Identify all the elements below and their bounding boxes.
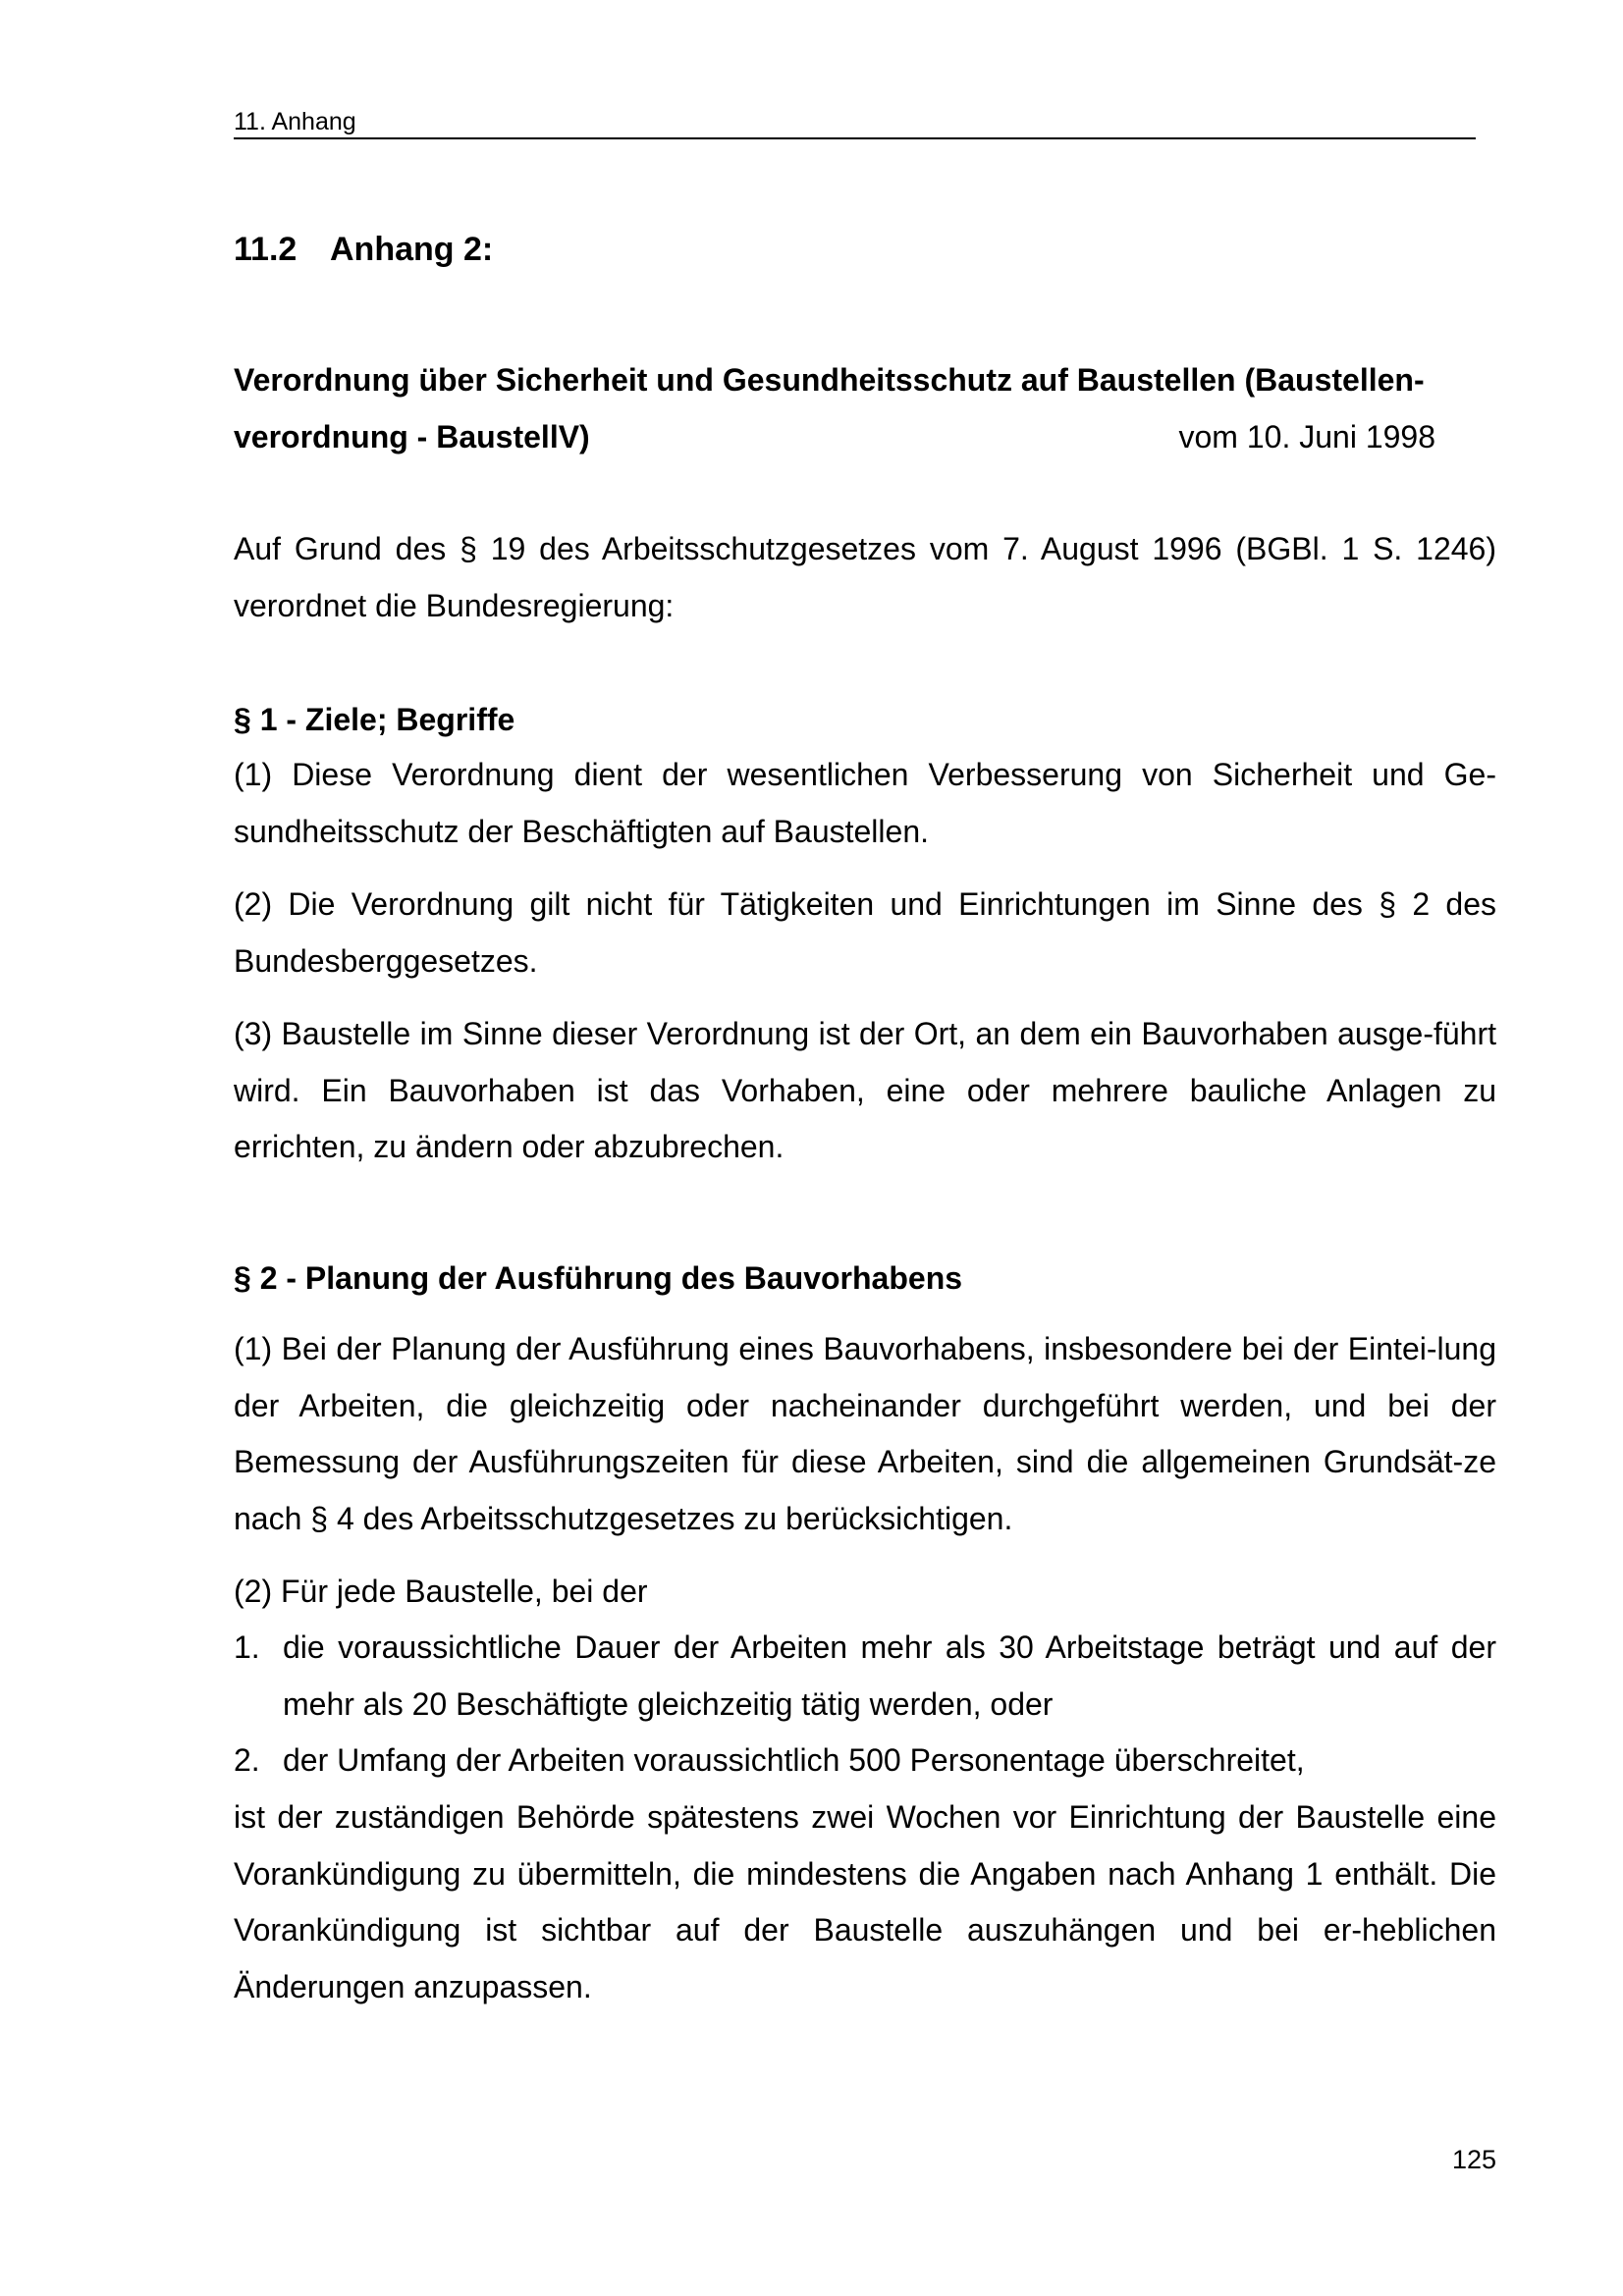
paragraph-1: [234, 692, 1496, 749]
list-item-text: der Umfang der Arbeiten voraussichtlich 500 Personentage überschreitet,: [283, 1742, 1305, 1778]
list-item-marker: 2.: [234, 1742, 260, 1778]
list-item: [234, 1620, 1496, 1733]
regulation-title: [234, 352, 1496, 465]
paragraph-2-heading: § 2 - Planung der Ausführung des Bauvorhabens: [234, 1260, 963, 1296]
paragraph-2-abs-2-outro: ist der zuständigen Behörde spätestens zwei Wochen vor Einrichtung der Baustelle eine Vorankündigung zu übermitteln, die mindestens die Angaben nach Anhang 1 enthält. Die Vorankündigung ist sichtbar auf der Baustelle auszuhängen und bei er-heblichen Änderungen anzupassen.: [234, 1799, 1496, 2004]
paragraph-2: [234, 1251, 1496, 1308]
regulation-title-line2: verordnung - BaustellV): [234, 418, 590, 454]
running-header: 11. Anhang: [234, 106, 1476, 139]
list-item: [234, 1733, 1496, 1789]
paragraph-1-abs-2: (2) Die Verordnung gilt nicht für Tätigkeiten und Einrichtungen im Sinne des § 2 des Bundesberggesetzes.: [234, 886, 1496, 979]
section-title: Anhang 2:: [330, 231, 494, 268]
preamble: Auf Grund des § 19 des Arbeitsschutzgesetzes vom 7. August 1996 (BGBl. 1 S. 1246) verordnet die Bundesregierung:: [234, 531, 1496, 623]
section-number: 11.2: [234, 231, 298, 268]
regulation-date: vom 10. Juni 1998: [1178, 418, 1435, 454]
paragraph-1-abs-3: (3) Baustelle im Sinne dieser Verordnung ist der Ort, an dem ein Bauvorhaben ausge-führt wird. Ein Bauvorhaben ist das Vorhaben, eine oder mehrere bauliche Anlagen zu errichten, zu ändern oder abzubrechen.: [234, 1016, 1496, 1164]
paragraph-2-list: [234, 1620, 1496, 1789]
paragraph-1-abs-1: (1) Diese Verordnung dient der wesentlichen Verbesserung von Sicherheit und Ge-sundheitsschutz der Beschäftigten auf Baustellen.: [234, 757, 1496, 849]
regulation-title-line1: Verordnung über Sicherheit und Gesundheitsschutz auf Baustellen (Baustellen-: [234, 362, 1425, 398]
regulation-title-line2-row: [234, 409, 1435, 466]
paragraph-2-abs-2-intro: (2) Für jede Baustelle, bei der: [234, 1574, 648, 1609]
paragraph-1-heading: § 1 - Ziele; Begriffe: [234, 702, 515, 737]
section-heading: [234, 228, 493, 271]
list-item-text: die voraussichtliche Dauer der Arbeiten mehr als 30 Arbeitstage beträgt und auf der mehr als 20 Beschäftigte gleichzeitig tätig werden, oder: [283, 1629, 1496, 1722]
paragraph-2-abs-1: (1) Bei der Planung der Ausführung eines Bauvorhabens, insbesondere bei der Eintei-lung der Arbeiten, die gleichzeitig oder nacheinander durchgeführt werden, und bei der Bemessung der Ausführungszeiten für diese Arbeiten, sind die allgemeinen Grundsät-ze nach § 4 des Arbeitsschutzgesetzes zu berücksichtigen.: [234, 1331, 1496, 1536]
page-number: 125: [1451, 2145, 1496, 2174]
list-item-marker: 1.: [234, 1629, 260, 1665]
